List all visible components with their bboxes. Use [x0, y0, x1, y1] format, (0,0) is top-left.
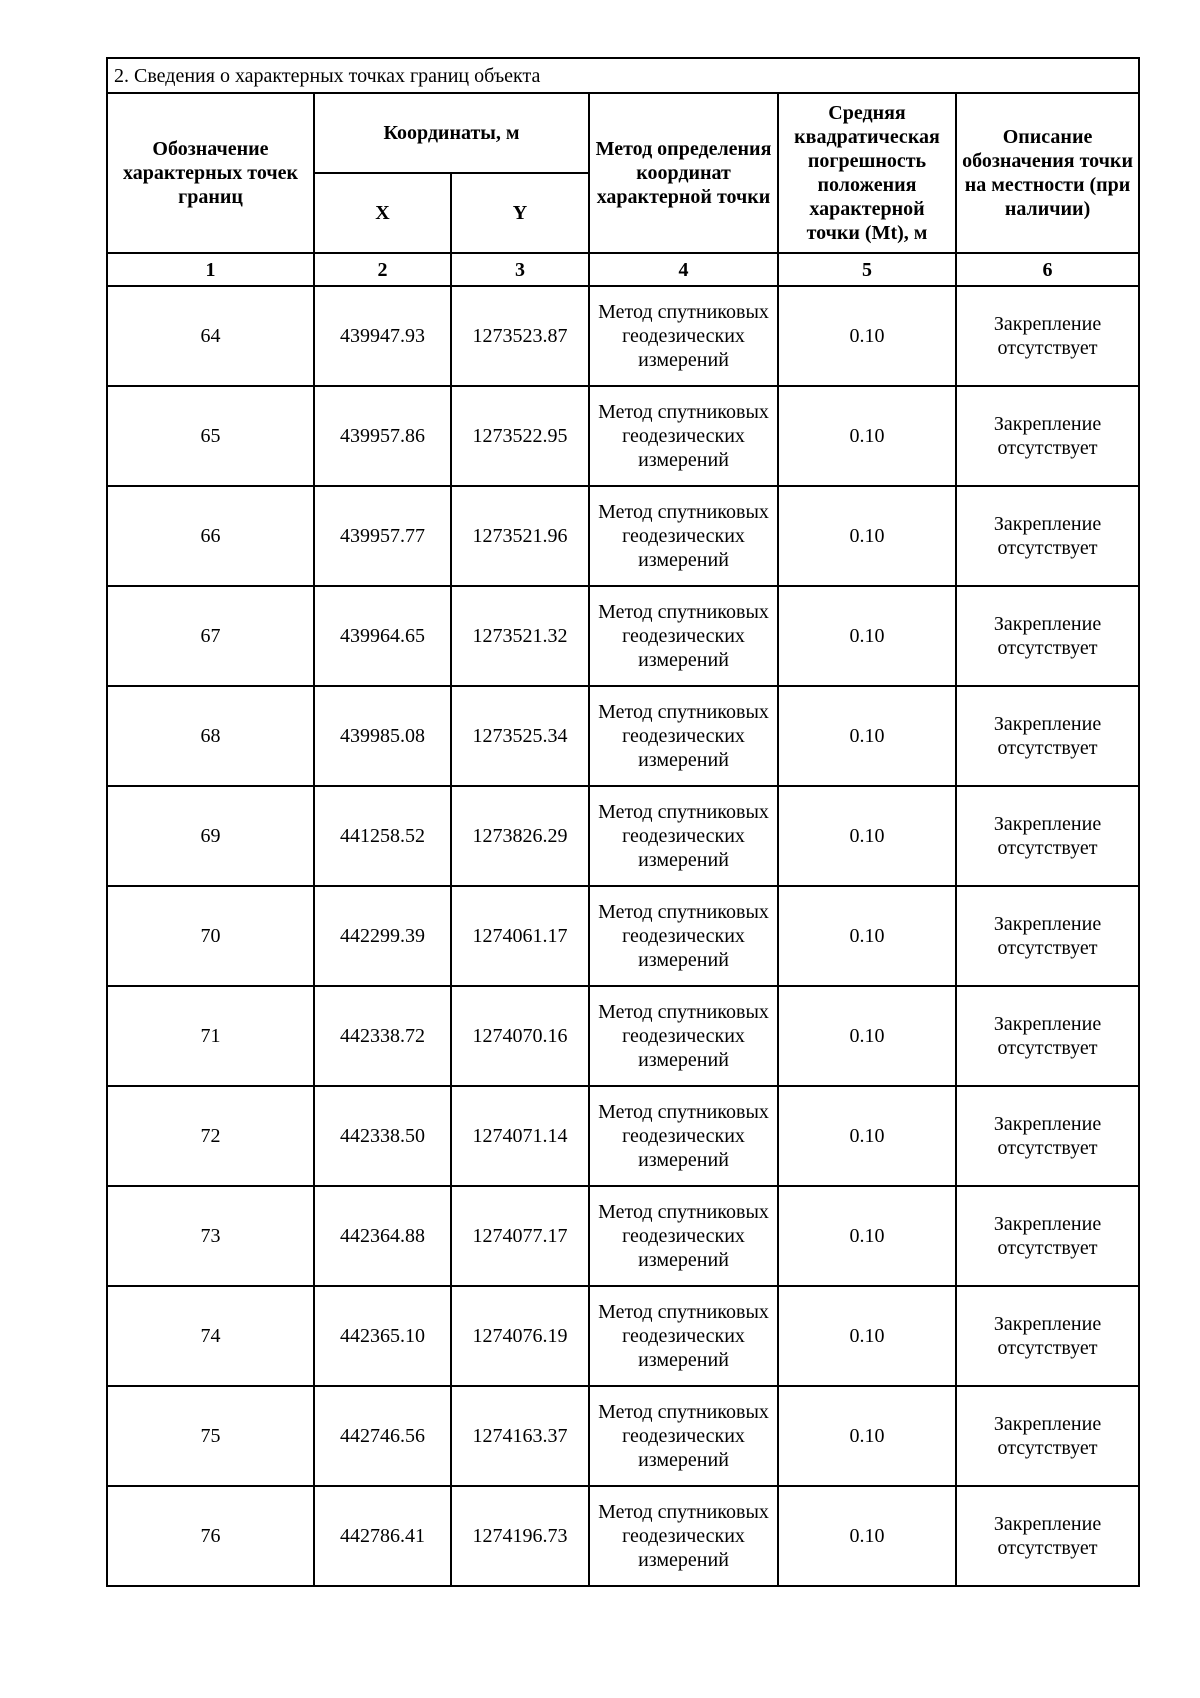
coord-y: 1274070.16: [451, 986, 589, 1086]
table-row: [107, 1186, 1139, 1286]
table-row: [107, 1286, 1139, 1386]
error-value: 0.10: [778, 486, 956, 586]
method-cell: Метод спутниковых геодезических измерений: [589, 886, 778, 986]
point-number: 72: [107, 1086, 314, 1186]
coord-y: 1273522.95: [451, 386, 589, 486]
method-cell: Метод спутниковых геодезических измерений: [589, 986, 778, 1086]
coord-x: 442786.41: [314, 1486, 451, 1586]
table-row: [107, 986, 1139, 1086]
column-number: 5: [778, 253, 956, 286]
coord-y: 1273523.87: [451, 286, 589, 386]
header-method: Метод определения координат характерной точки: [589, 93, 778, 253]
coord-y: 1273826.29: [451, 786, 589, 886]
error-value: 0.10: [778, 1486, 956, 1586]
coord-y: 1274071.14: [451, 1086, 589, 1186]
error-value: 0.10: [778, 1186, 956, 1286]
coord-y: 1274163.37: [451, 1386, 589, 1486]
description-cell: Закрепление отсутствует: [956, 586, 1139, 686]
description-cell: Закрепление отсутствует: [956, 286, 1139, 386]
method-cell: Метод спутниковых геодезических измерений: [589, 486, 778, 586]
coord-y: 1274196.73: [451, 1486, 589, 1586]
method-cell: Метод спутниковых геодезических измерений: [589, 686, 778, 786]
point-number: 64: [107, 286, 314, 386]
coord-x: 439947.93: [314, 286, 451, 386]
error-value: 0.10: [778, 1086, 956, 1186]
coord-x: 442338.50: [314, 1086, 451, 1186]
table-row: [107, 686, 1139, 786]
coord-y: 1274076.19: [451, 1286, 589, 1386]
description-cell: Закрепление отсутствует: [956, 486, 1139, 586]
header-row: [107, 93, 1139, 173]
column-number: 2: [314, 253, 451, 286]
table-row: [107, 786, 1139, 886]
point-number: 73: [107, 1186, 314, 1286]
header-x: X: [314, 173, 451, 253]
header-y: Y: [451, 173, 589, 253]
point-number: 69: [107, 786, 314, 886]
coord-y: 1274061.17: [451, 886, 589, 986]
table-row: [107, 586, 1139, 686]
coord-y: 1273525.34: [451, 686, 589, 786]
table-row: [107, 486, 1139, 586]
table-row: [107, 886, 1139, 986]
column-number: 3: [451, 253, 589, 286]
method-cell: Метод спутниковых геодезических измерений: [589, 1386, 778, 1486]
method-cell: Метод спутниковых геодезических измерений: [589, 786, 778, 886]
method-cell: Метод спутниковых геодезических измерений: [589, 1086, 778, 1186]
column-number: 1: [107, 253, 314, 286]
method-cell: Метод спутниковых геодезических измерений: [589, 1186, 778, 1286]
error-value: 0.10: [778, 386, 956, 486]
point-number: 70: [107, 886, 314, 986]
method-cell: Метод спутниковых геодезических измерений: [589, 386, 778, 486]
table-row: [107, 386, 1139, 486]
description-cell: Закрепление отсутствует: [956, 986, 1139, 1086]
method-cell: Метод спутниковых геодезических измерений: [589, 1486, 778, 1586]
document-page: [106, 57, 1138, 1587]
column-number: 6: [956, 253, 1139, 286]
point-number: 66: [107, 486, 314, 586]
header-coordinates: Координаты, м: [314, 93, 589, 173]
error-value: 0.10: [778, 1386, 956, 1486]
section-title: 2. Сведения о характерных точках границ объекта: [107, 58, 1139, 93]
coord-y: 1273521.32: [451, 586, 589, 686]
header-description: Описание обозначения точки на местности (при наличии): [956, 93, 1139, 253]
table-row: [107, 286, 1139, 386]
method-cell: Метод спутниковых геодезических измерений: [589, 286, 778, 386]
table-row: [107, 1386, 1139, 1486]
column-number-row: [107, 253, 1139, 286]
method-cell: Метод спутниковых геодезических измерений: [589, 1286, 778, 1386]
table-row: [107, 1086, 1139, 1186]
description-cell: Закрепление отсутствует: [956, 1086, 1139, 1186]
error-value: 0.10: [778, 286, 956, 386]
error-value: 0.10: [778, 786, 956, 886]
point-number: 67: [107, 586, 314, 686]
point-number: 71: [107, 986, 314, 1086]
coord-y: 1274077.17: [451, 1186, 589, 1286]
coord-x: 439957.77: [314, 486, 451, 586]
error-value: 0.10: [778, 1286, 956, 1386]
point-number: 76: [107, 1486, 314, 1586]
coord-x: 442299.39: [314, 886, 451, 986]
description-cell: Закрепление отсутствует: [956, 686, 1139, 786]
error-value: 0.10: [778, 586, 956, 686]
coord-x: 439964.65: [314, 586, 451, 686]
description-cell: Закрепление отсутствует: [956, 886, 1139, 986]
point-number: 68: [107, 686, 314, 786]
point-number: 65: [107, 386, 314, 486]
description-cell: Закрепление отсутствует: [956, 1186, 1139, 1286]
boundary-points-table: [106, 57, 1140, 1587]
description-cell: Закрепление отсутствует: [956, 1286, 1139, 1386]
coord-y: 1273521.96: [451, 486, 589, 586]
error-value: 0.10: [778, 886, 956, 986]
coord-x: 439957.86: [314, 386, 451, 486]
coord-x: 442364.88: [314, 1186, 451, 1286]
description-cell: Закрепление отсутствует: [956, 1486, 1139, 1586]
coord-x: 439985.08: [314, 686, 451, 786]
coord-x: 442338.72: [314, 986, 451, 1086]
header-error: Средняя квадратическая погрешность положения характерной точки (Mt), м: [778, 93, 956, 253]
point-number: 75: [107, 1386, 314, 1486]
section-title-row: [107, 58, 1139, 93]
header-designation: Обозначение характерных точек границ: [107, 93, 314, 253]
column-number: 4: [589, 253, 778, 286]
coord-x: 441258.52: [314, 786, 451, 886]
coord-x: 442746.56: [314, 1386, 451, 1486]
point-number: 74: [107, 1286, 314, 1386]
description-cell: Закрепление отсутствует: [956, 1386, 1139, 1486]
description-cell: Закрепление отсутствует: [956, 386, 1139, 486]
error-value: 0.10: [778, 986, 956, 1086]
table-row: [107, 1486, 1139, 1586]
method-cell: Метод спутниковых геодезических измерений: [589, 586, 778, 686]
error-value: 0.10: [778, 686, 956, 786]
description-cell: Закрепление отсутствует: [956, 786, 1139, 886]
coord-x: 442365.10: [314, 1286, 451, 1386]
